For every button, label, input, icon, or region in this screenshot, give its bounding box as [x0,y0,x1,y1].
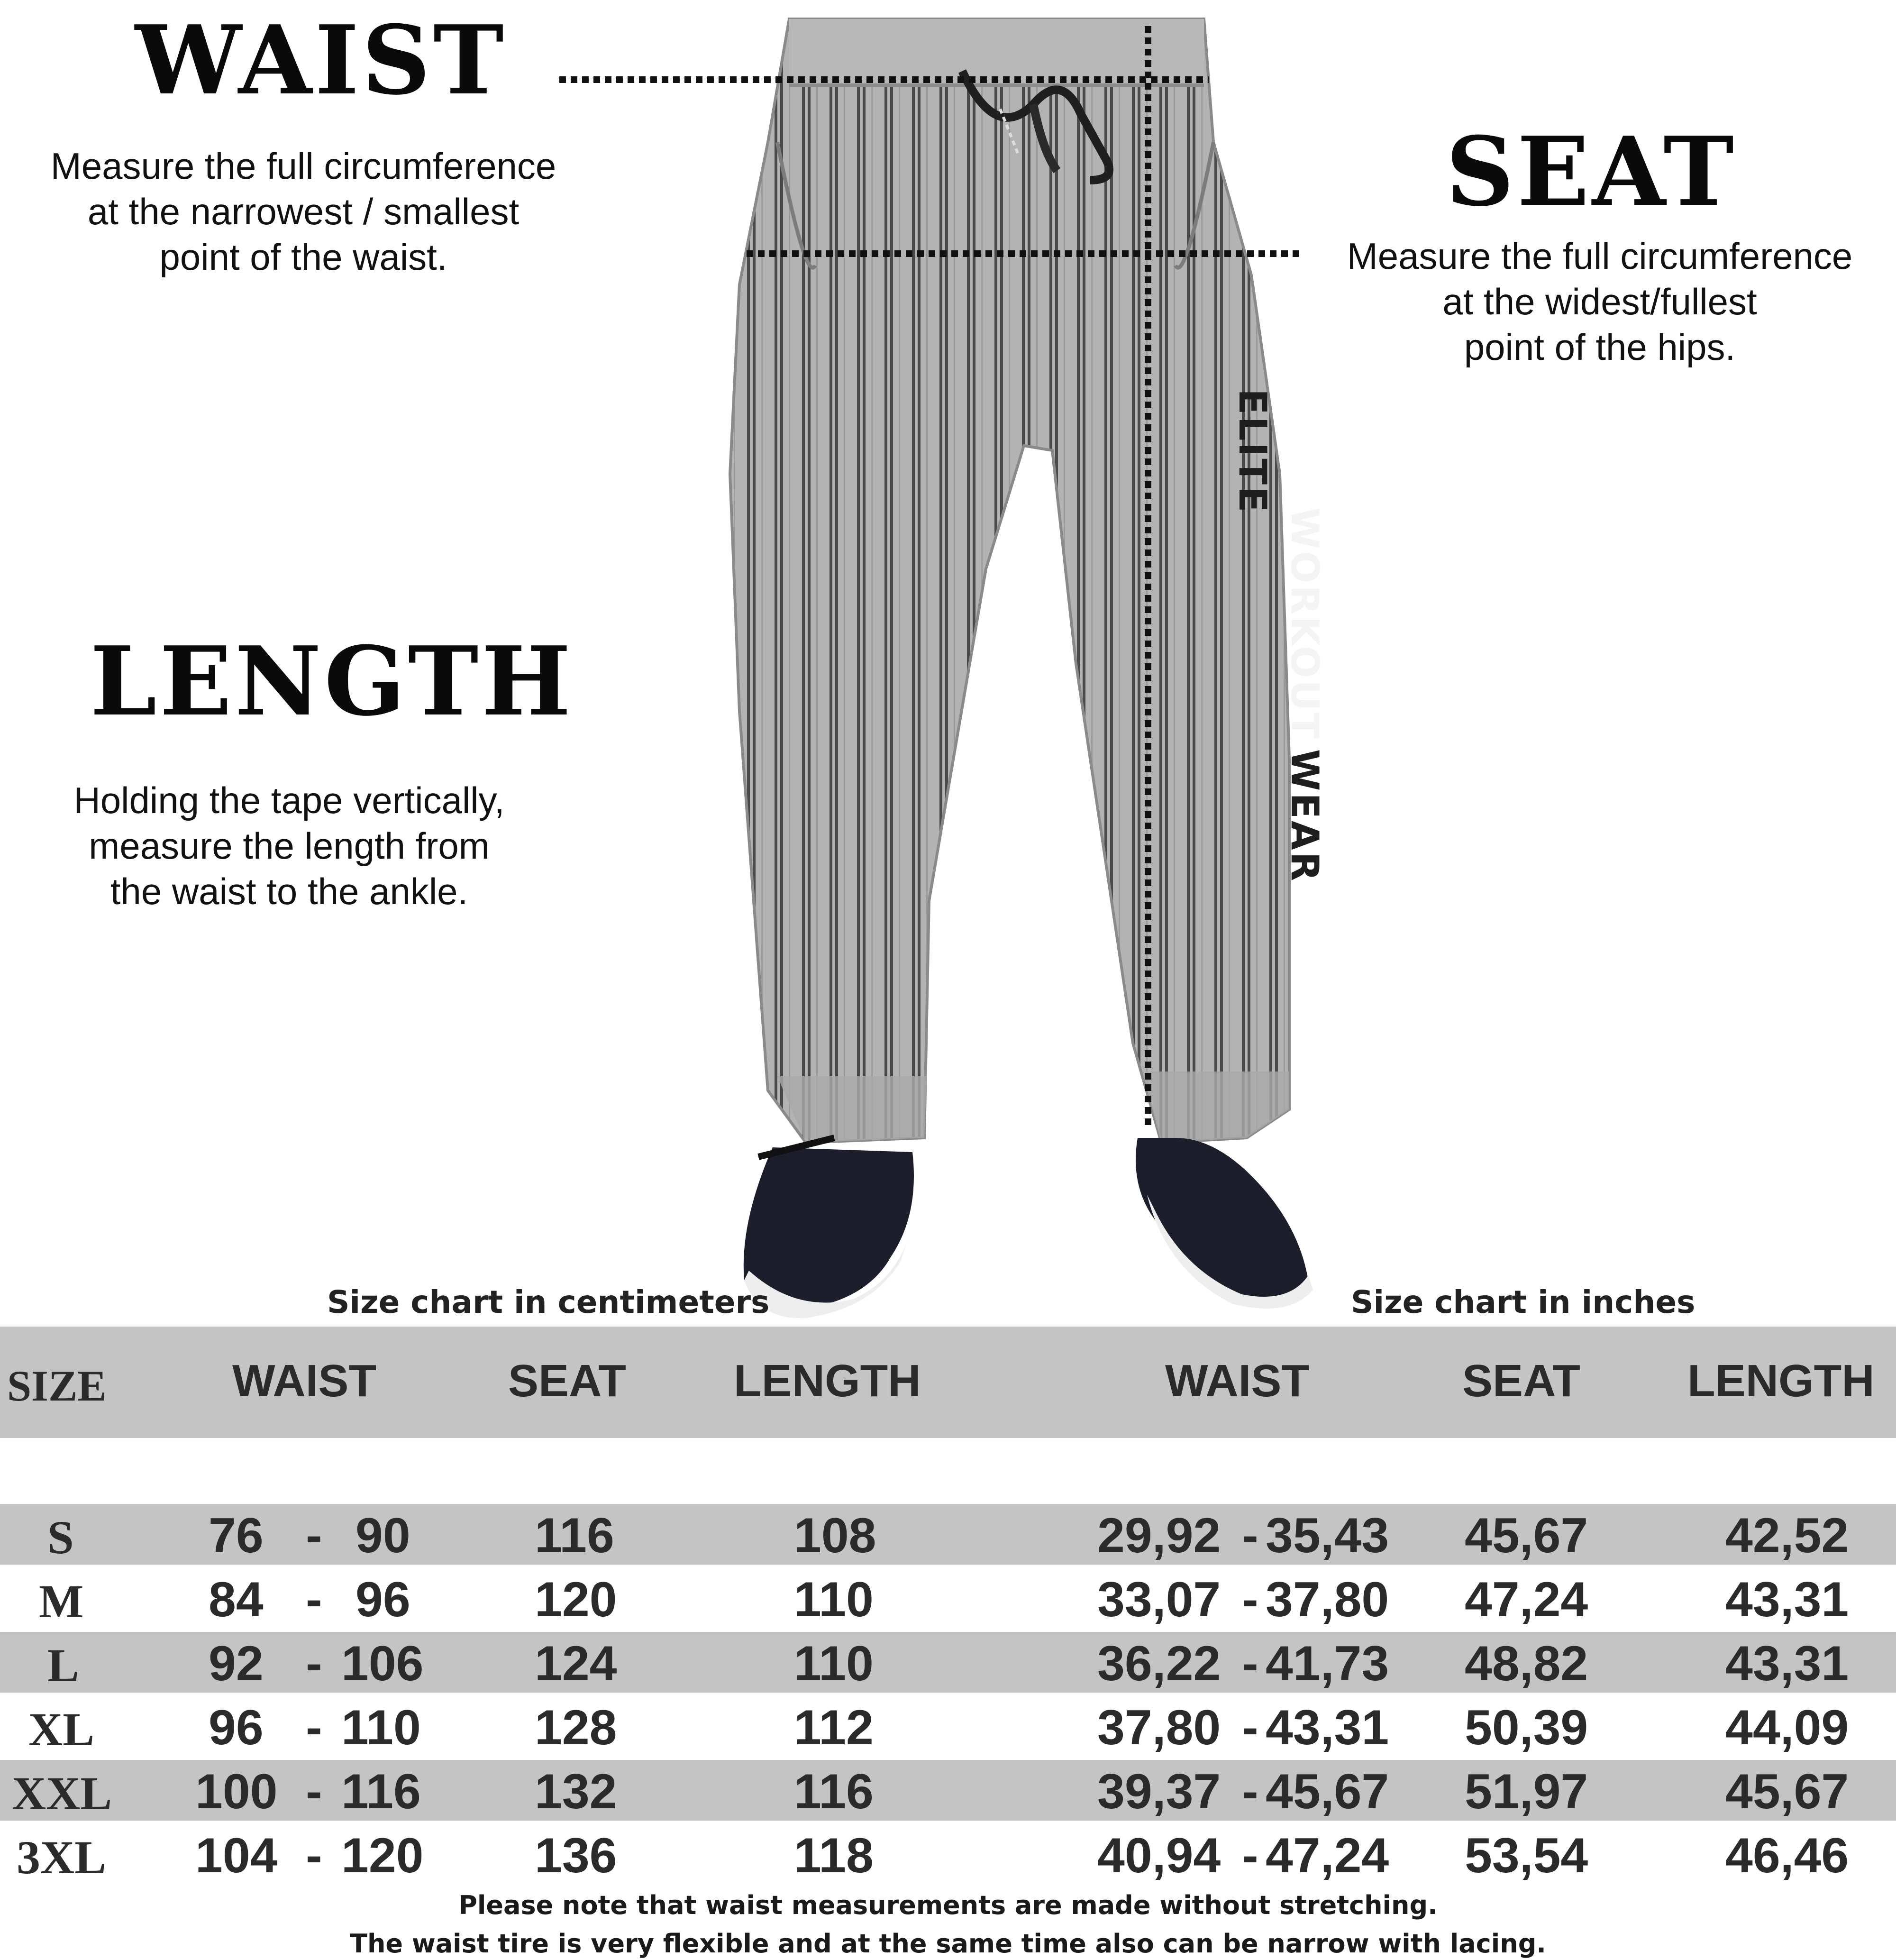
cell-waist-in-sep: - [1242,1764,1258,1819]
seat-title: SEAT [1446,116,1737,228]
header-size: SIZE [7,1362,107,1410]
cell-waist-in-max: 35,43 [1266,1508,1389,1563]
length-title: LENGTH [90,626,574,737]
print-text-wear: WEAR [1283,749,1327,883]
row-band [0,1760,1896,1821]
cell-waist-cm-min: 84 [209,1572,264,1627]
cell-waist-cm-max: 90 [356,1508,410,1563]
seat-desc-line: Measure the full circumference [1347,235,1853,277]
cell-length-in: 45,67 [1725,1764,1849,1819]
cell-seat-cm: 124 [535,1636,617,1691]
length-desc-line: the waist to the ankle. [110,870,468,912]
cell-seat-cm: 136 [535,1828,617,1883]
cell-seat-cm: 120 [535,1572,617,1627]
row-band [0,1632,1896,1693]
cell-length-in: 44,09 [1725,1700,1849,1755]
cell-seat-cm: 132 [535,1764,617,1819]
cell-length-cm: 110 [794,1636,874,1691]
seat-desc-line: at the widest/fullest [1442,281,1757,322]
length-desc-line: Holding the tape vertically, [73,779,505,821]
cell-waist-in-max: 47,24 [1266,1828,1389,1883]
length-description [9,778,569,914]
cell-waist-in-max: 37,80 [1266,1572,1389,1627]
cell-length-cm: 116 [794,1764,874,1819]
cell-seat-in: 50,39 [1465,1700,1588,1755]
cell-seat-cm: 116 [535,1508,614,1563]
seat-desc-line: point of the hips. [1464,326,1736,368]
waist-description [9,143,597,280]
caption-centimeters: Size chart in centimeters [327,1284,770,1320]
cell-waist-cm-min: 96 [209,1700,264,1755]
header-seat-cm: SEAT [508,1356,626,1406]
cell-length-cm: 110 [794,1572,874,1627]
cell-waist-in-sep: - [1242,1828,1258,1883]
row-band [0,1504,1896,1565]
cell-waist-cm-max: 116 [341,1764,421,1819]
cell-length-cm: 118 [794,1828,874,1883]
cell-waist-cm-max: 110 [341,1700,421,1755]
cell-waist-in-min: 36,22 [1097,1636,1221,1691]
cell-length-in: 43,31 [1725,1636,1849,1691]
cell-waist-cm-sep: - [306,1828,322,1883]
cell-waist-cm-min: 104 [195,1828,278,1883]
cell-waist-in-sep: - [1242,1636,1258,1691]
cell-waist-cm-sep: - [306,1508,322,1563]
cell-size: L [47,1639,79,1692]
cell-waist-in-sep: - [1242,1572,1258,1627]
header-length-cm: LENGTH [734,1356,921,1406]
cell-waist-in-max: 41,73 [1266,1636,1389,1691]
cell-size: 3XL [17,1831,106,1884]
cell-seat-in: 48,82 [1465,1636,1588,1691]
cell-waist-in-max: 43,31 [1266,1700,1389,1755]
right-shoe [1136,1138,1313,1309]
header-waist-in: WAIST [1165,1356,1309,1406]
cell-seat-cm: 128 [535,1700,617,1755]
cell-waist-cm-min: 92 [209,1636,264,1691]
cell-waist-in-min: 39,37 [1097,1764,1221,1819]
waist-desc-line: point of the waist. [159,236,447,278]
footnote: The waist tire is very flexible and at the same time also can be narrow with lacing. [350,1929,1546,1959]
cell-length-in: 46,46 [1725,1828,1849,1883]
cell-waist-in-sep: - [1242,1508,1258,1563]
print-text-elite: ELITE [1231,389,1275,514]
cell-waist-cm-min: 100 [195,1764,278,1819]
cell-seat-in: 45,67 [1465,1508,1588,1563]
footnote: Please note that waist measurements are made without stretching. [458,1890,1438,1920]
cell-size: XXL [12,1767,112,1820]
length-desc-line: measure the length from [89,825,490,867]
cell-waist-in-min: 33,07 [1097,1572,1221,1627]
caption-inches: Size chart in inches [1351,1284,1695,1320]
cell-waist-cm-sep: - [306,1636,322,1691]
cell-waist-in-sep: - [1242,1700,1258,1755]
cell-seat-in: 51,97 [1465,1764,1588,1819]
print-text-workout: WORKOUT [1283,507,1327,741]
cell-waist-cm-min: 76 [209,1508,264,1563]
cell-seat-in: 47,24 [1465,1572,1588,1627]
header-seat-in: SEAT [1462,1356,1580,1406]
cell-length-cm: 112 [794,1700,874,1755]
waist-title: WAIST [135,5,507,116]
cell-length-cm: 108 [794,1508,876,1563]
cell-waist-in-min: 37,80 [1097,1700,1221,1755]
cell-waist-in-min: 40,94 [1097,1828,1221,1883]
header-waist-cm: WAIST [232,1356,376,1406]
cell-waist-cm-sep: - [306,1700,322,1755]
cell-waist-cm-sep: - [306,1572,322,1627]
pants-body [730,14,1289,1143]
cell-waist-cm-max: 106 [341,1636,424,1691]
cell-length-in: 42,52 [1725,1508,1849,1563]
cell-waist-in-max: 45,67 [1266,1764,1389,1819]
cell-waist-in-min: 29,92 [1097,1508,1221,1563]
cell-size: XL [28,1703,94,1756]
header-length-in: LENGTH [1687,1356,1875,1406]
waist-desc-line: at the narrowest / smallest [87,191,520,232]
seat-description [1308,233,1891,370]
cell-waist-cm-max: 120 [341,1828,424,1883]
cell-waist-cm-max: 96 [356,1572,410,1627]
cell-seat-in: 53,54 [1465,1828,1588,1883]
cell-size: S [47,1511,74,1564]
waist-desc-line: Measure the full circumference [50,145,556,187]
cell-waist-cm-sep: - [306,1764,322,1819]
cell-size: M [39,1575,84,1628]
cell-length-in: 43,31 [1725,1572,1849,1627]
